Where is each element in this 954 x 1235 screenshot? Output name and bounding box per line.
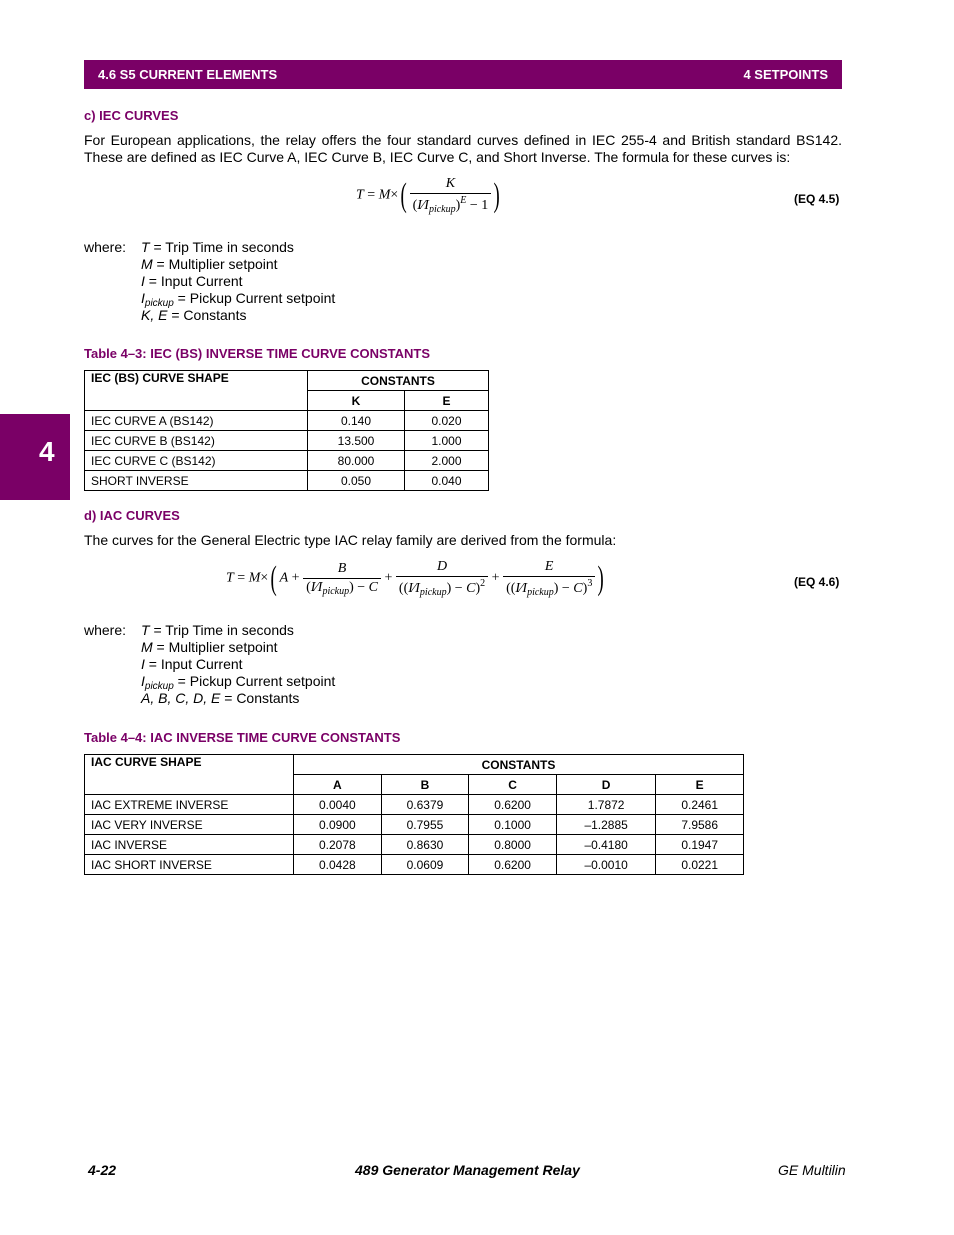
iac-constants-table bbox=[84, 754, 744, 875]
column-header-c: C bbox=[469, 775, 557, 795]
definition-line: T = Trip Time in seconds bbox=[141, 239, 294, 255]
column-header-e: E bbox=[405, 391, 489, 411]
where-label: where: bbox=[84, 239, 127, 255]
iac-formula: T = M×( A + $\frac{B}{(I⁄I_{pickup}) - C}$ + $\frac{D}{((I⁄I_{pickup}) - C)^2}$ + $\frac{E}{((I⁄I_{pickup}) - C)^3}$ ) bbox=[226, 559, 605, 598]
equation-label-4-5: (EQ 4.5) bbox=[794, 192, 840, 206]
column-header-d: D bbox=[556, 775, 655, 795]
section-title: 4.6 S5 CURRENT ELEMENTS bbox=[98, 67, 278, 82]
table-row: IAC VERY INVERSE 0.0900 0.7955 0.1000 –1.2885 7.9586 bbox=[85, 815, 744, 835]
chapter-tab bbox=[0, 414, 70, 500]
column-header-shape: IAC CURVE SHAPE bbox=[85, 755, 294, 795]
table-row: IAC SHORT INVERSE 0.0428 0.0609 0.6200 –0.0010 0.0221 bbox=[85, 855, 744, 875]
column-header-e: E bbox=[656, 775, 744, 795]
iec-formula: T = M×( $\frac{K}{(I⁄I_{pickup})^E - 1}$ ) bbox=[356, 176, 501, 215]
equation-label-4-6: (EQ 4.6) bbox=[794, 575, 840, 589]
definition-line: $I_{pickup}$ = Pickup Current setpoint bbox=[141, 673, 336, 692]
iac-curves-paragraph: The curves for the General Electric type IAC relay family are derived from the formula: bbox=[84, 532, 617, 548]
column-header-k: K bbox=[308, 391, 405, 411]
table-row: IEC CURVE A (BS142) 0.140 0.020 bbox=[85, 411, 489, 431]
table-row: IAC INVERSE 0.2078 0.8630 0.8000 –0.4180 0.1947 bbox=[85, 835, 744, 855]
iac-curves-heading: d) IAC CURVES bbox=[84, 508, 180, 523]
column-header-b: B bbox=[381, 775, 469, 795]
where-label: where: bbox=[84, 622, 127, 638]
column-header-a: A bbox=[294, 775, 382, 795]
definition-line: M = Multiplier setpoint bbox=[141, 639, 278, 655]
definition-line: I = Input Current bbox=[141, 656, 243, 672]
section-header-bar bbox=[84, 60, 842, 89]
column-header-constants: CONSTANTS bbox=[308, 371, 489, 391]
document-title: 489 Generator Management Relay bbox=[355, 1162, 580, 1178]
column-header-constants: CONSTANTS bbox=[294, 755, 744, 775]
chapter-number: 4 bbox=[39, 436, 55, 467]
iec-definitions bbox=[84, 239, 484, 329]
definition-line: A, B, C, D, E = Constants bbox=[141, 690, 300, 706]
brand-name: GE Multilin bbox=[778, 1162, 846, 1178]
definition-line: M = Multiplier setpoint bbox=[141, 256, 278, 272]
iec-curves-paragraph: For European applications, the relay offers the four standard curves defined in IEC 255-4 and British standard BS142. These are defined as IEC Curve A, IEC Curve B, IEC Curve C, and Short Inverse. The formula for these curves is: bbox=[84, 132, 842, 165]
iec-curves-heading: c) IEC CURVES bbox=[84, 108, 179, 123]
table-row: IEC CURVE B (BS142) 13.500 1.000 bbox=[85, 431, 489, 451]
iac-definitions bbox=[84, 622, 484, 712]
definition-line: T = Trip Time in seconds bbox=[141, 622, 294, 638]
page-number: 4-22 bbox=[88, 1162, 117, 1178]
table-4-4-caption: Table 4–4: IAC INVERSE TIME CURVE CONSTANTS bbox=[84, 730, 401, 745]
definition-line: I = Input Current bbox=[141, 273, 243, 289]
chapter-title: 4 SETPOINTS bbox=[743, 67, 828, 82]
iec-constants-table bbox=[84, 370, 489, 491]
table-4-3-caption: Table 4–3: IEC (BS) INVERSE TIME CURVE CONSTANTS bbox=[84, 346, 430, 361]
definition-line: K, E = Constants bbox=[141, 307, 247, 323]
table-row: SHORT INVERSE 0.050 0.040 bbox=[85, 471, 489, 491]
definition-line: $I_{pickup}$ = Pickup Current setpoint bbox=[141, 290, 336, 309]
column-header-shape: IEC (BS) CURVE SHAPE bbox=[85, 371, 308, 411]
table-row: IAC EXTREME INVERSE 0.0040 0.6379 0.6200 1.7872 0.2461 bbox=[85, 795, 744, 815]
table-row: IEC CURVE C (BS142) 80.000 2.000 bbox=[85, 451, 489, 471]
